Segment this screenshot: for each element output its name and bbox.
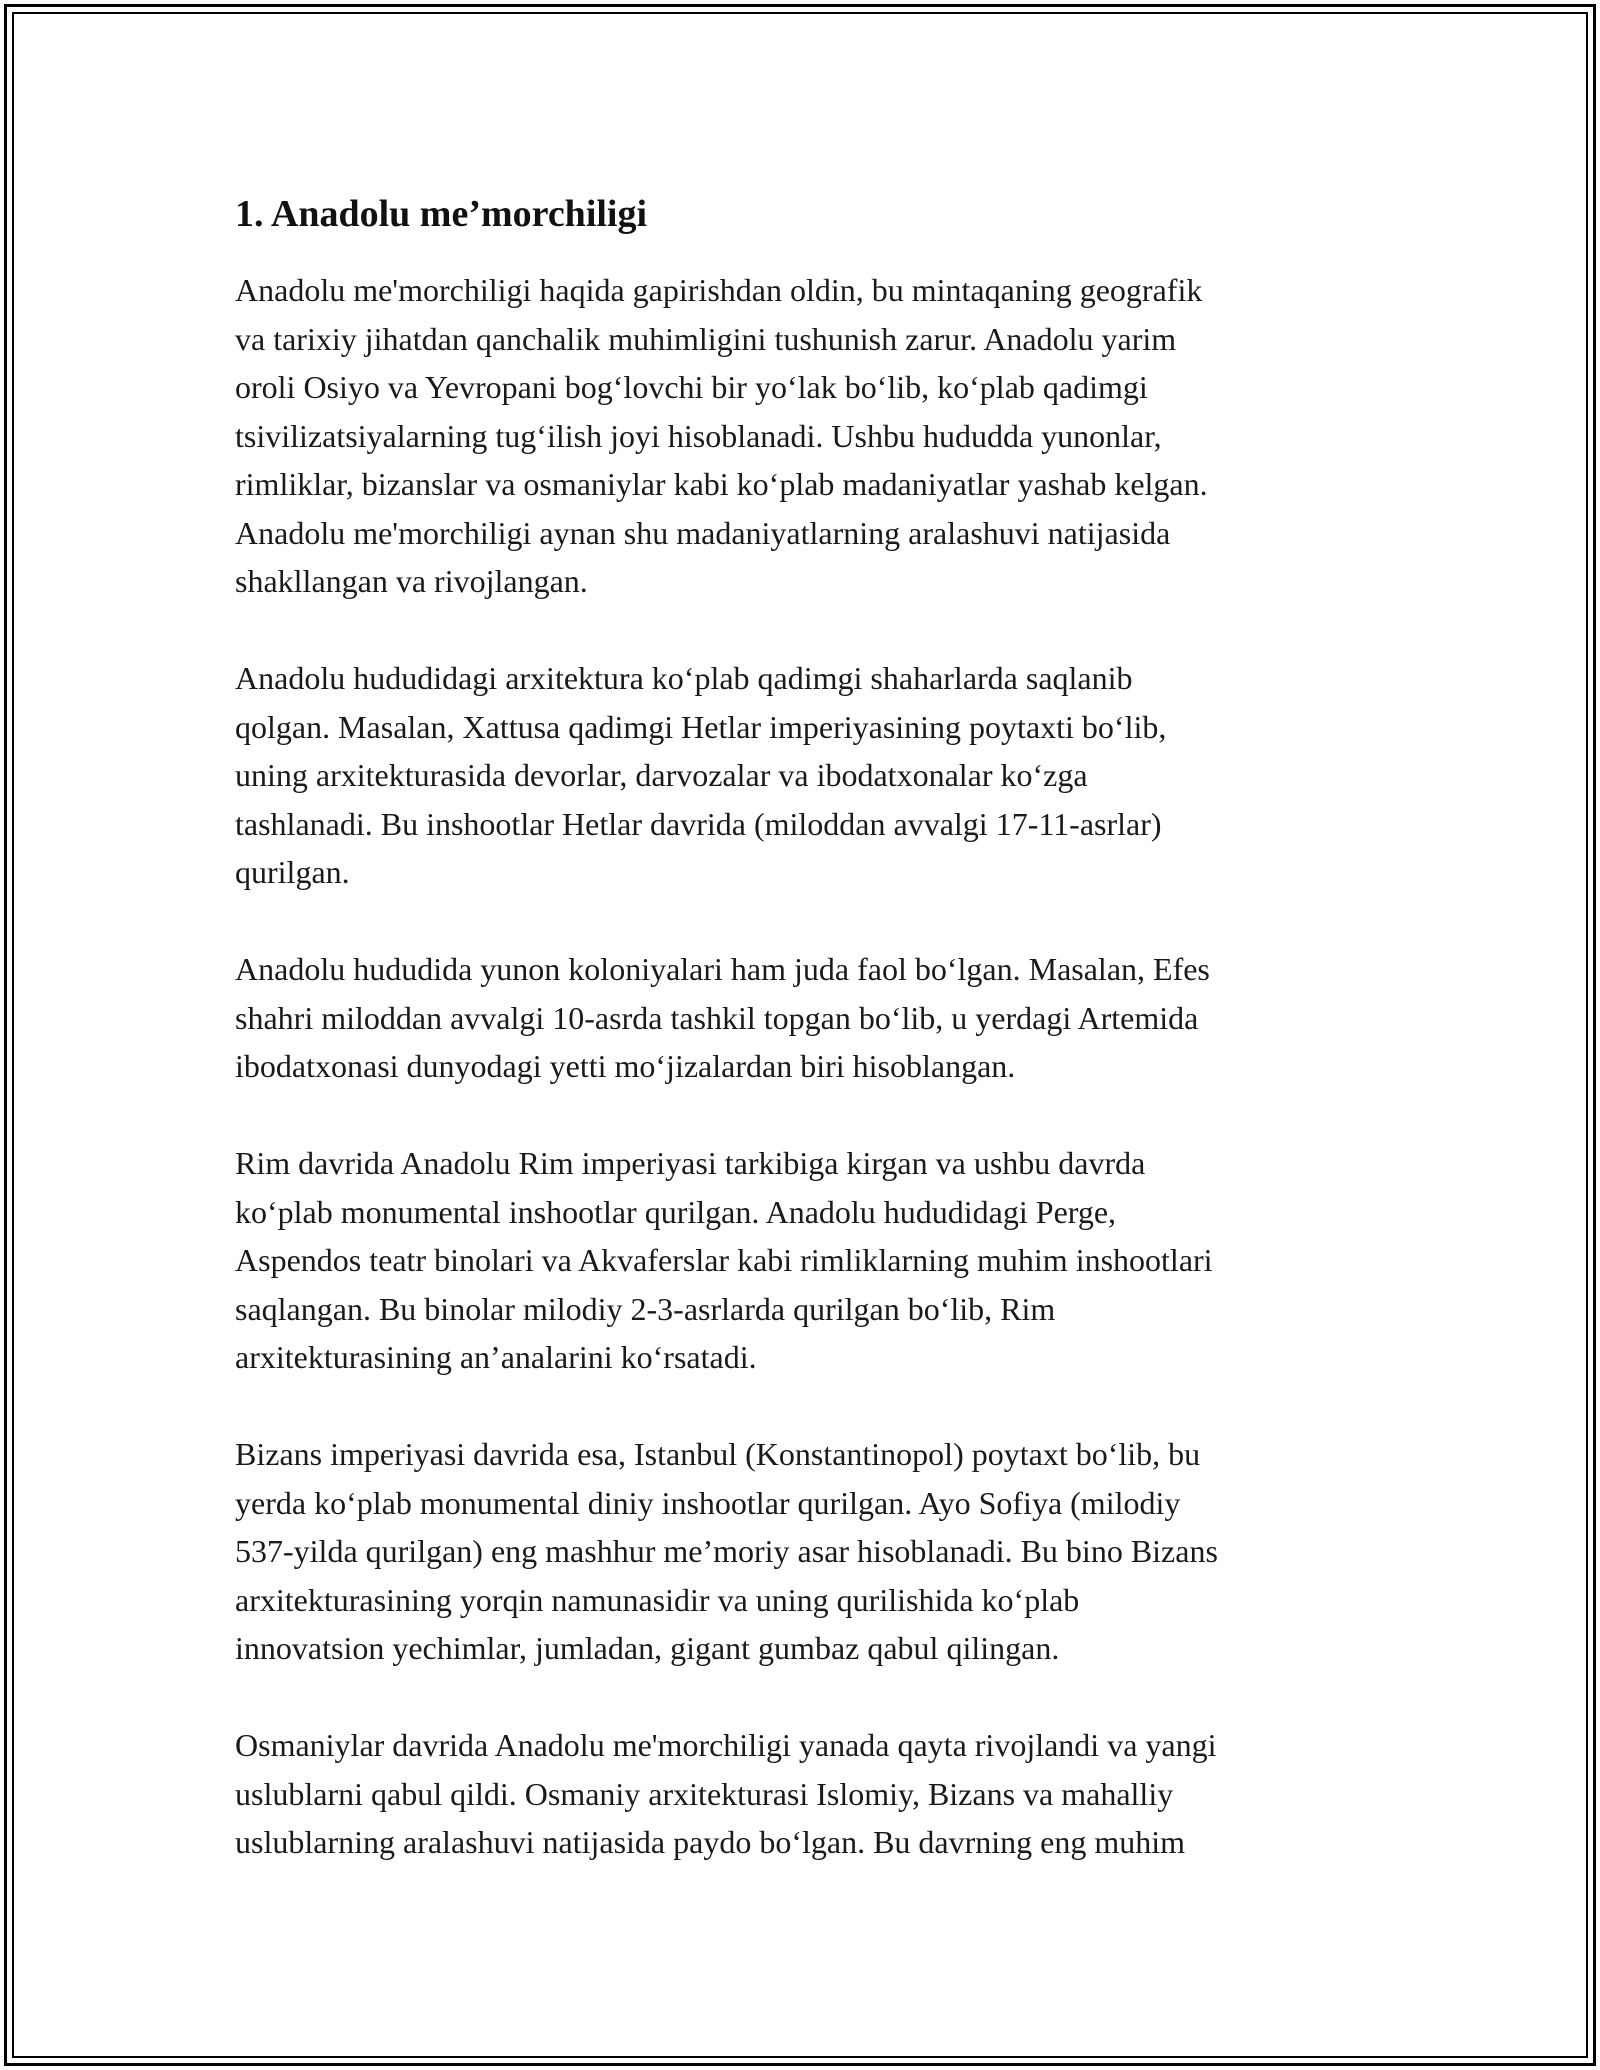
paragraph-greek-colonies: Anadolu hududida yunon koloniyalari ham juda faol bo‘lgan. Masalan, Efes shahri miloddan avvalgi 10-asrda tashkil topgan bo‘lib, u yerdagi Artemida ibodatxonasi dunyodagi yetti mo‘jizalardan biri hisoblangan. — [235, 951, 1210, 1084]
paragraph-byzantine-period: Bizans imperiyasi davrida esa, Istanbul (Konstantinopol) poytaxt bo‘lib, bu yerda ko‘plab monumental diniy inshootlar qurilgan. Ayo Sofiya (milodiy 537-yilda qurilgan) eng mashhur me’moriy asar hisoblanadi. Bu bino Bizans arxitekturasining yorqin namunasidir va uning qurilishida ko‘plab innovatsion yechimlar, jumladan, gigant gumbaz qabul qilingan. — [235, 1436, 1218, 1666]
paragraph-intro: Anadolu me'morchiligi haqida gapirishdan oldin, bu mintaqaning geografik va tarixiy jihatdan qanchalik muhimligini tushunish zarur. Anadolu yarim oroli Osiyo va Yevropani bog‘lovchi bir yo‘lak bo‘lib, ko‘plab qadimgi tsivilizatsiyalarning tug‘ilish joyi hisoblanadi. Ushbu hududda yunonlar, rimliklar, bizanslar va osmaniylar kabi ko‘plab madaniyatlar yashab kelgan. Anadolu me'morchiligi aynan shu madaniyatlarning aralashuvi natijasida shakllangan va rivojlangan. — [235, 272, 1208, 599]
paragraph-roman-period: Rim davrida Anadolu Rim imperiyasi tarkibiga kirgan va ushbu davrda ko‘plab monumental inshootlar qurilgan. Anadolu hududidagi Perge, Aspendos teatr binolari va Akvaferslar kabi rimliklarning muhim inshootlari saqlangan. Bu binolar milodiy 2-3-asrlarda qurilgan bo‘lib, Rim arxitekturasining an’analarini ko‘rsatadi. — [235, 1145, 1213, 1375]
section-heading: 1. Anadolu me’morchiligi — [235, 193, 648, 235]
paragraph-hattusa: Anadolu hududidagi arxitektura ko‘plab qadimgi shaharlarda saqlanib qolgan. Masalan, Xattusa qadimgi Hetlar imperiyasining poytaxti bo‘lib, uning arxitekturasida devorlar, darvozalar va ibodatxonalar ko‘zga tashlanadi. Bu inshootlar Hetlar davrida (miloddan avvalgi 17-11-asrlar) qurilgan. — [235, 660, 1167, 890]
paragraph-ottoman-period: Osmaniylar davrida Anadolu me'morchiligi yanada qayta rivojlandi va yangi uslublarni qabul qildi. Osmaniy arxitekturasi Islomiy, Bizans va mahalliy uslublarning aralashuvi natijasida paydo bo‘lgan. Bu davrning eng muhim — [235, 1727, 1217, 1860]
document-page — [235, 190, 1375, 1915]
